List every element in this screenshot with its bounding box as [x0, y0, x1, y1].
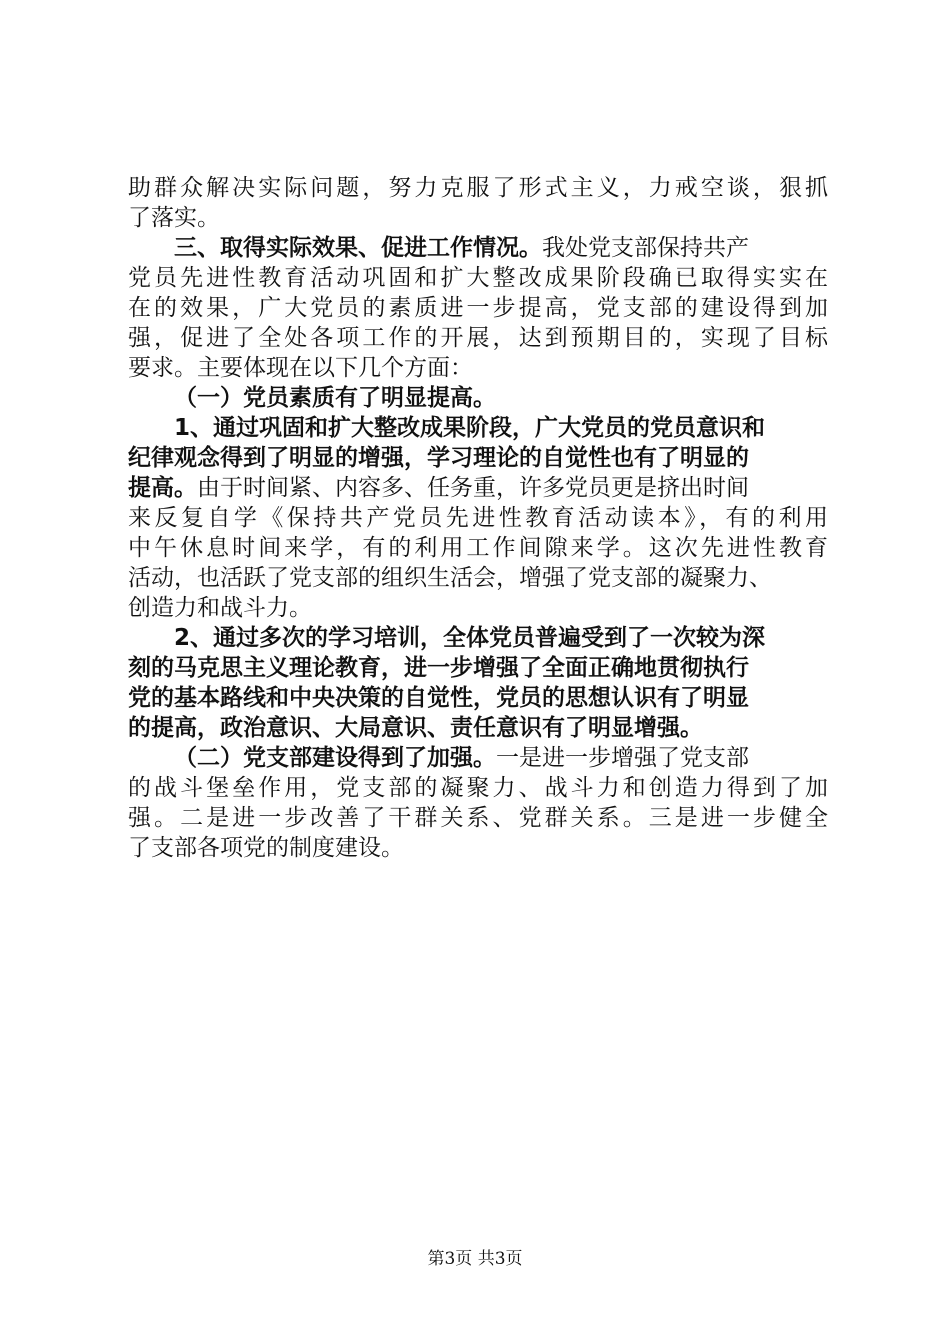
text-span: 一是进一步增强了党支部 [496, 745, 749, 771]
page-footer: 第3页 共3页 [427, 1249, 523, 1269]
section-heading: 三、取得实际效果、促进工作情况。 [174, 235, 542, 261]
text-line: 强，促进了全处各项工作的开展，达到预期目的，实现了目标 [128, 325, 828, 351]
text-line: 了落实。 [128, 205, 220, 231]
document-body [128, 173, 828, 863]
text-line: 的提高，政治意识、大局意识、责任意识有了明显增强。 [128, 715, 703, 741]
text-line: 来反复自学《保持共产党员先进性教育活动读本》，有的利用 [128, 505, 828, 531]
text-line: 强。二是进一步改善了干群关系、党群关系。三是进一步健全 [128, 805, 828, 831]
text-span: 由于时间紧、内容多、任务重，许多党员更是挤出时间 [197, 475, 749, 501]
text-line: 了支部各项党的制度建设。 [128, 835, 404, 861]
text-line: 纪律观念得到了明显的增强，学习理论的自觉性也有了明显的 [128, 445, 749, 471]
text-line: 助群众解决实际问题，努力克服了形式主义，力戒空谈，狠抓 [128, 175, 828, 201]
subsection-heading: （一）党员素质有了明显提高。 [174, 385, 496, 411]
text-line: 党员先进性教育活动巩固和扩大整改成果阶段确已取得实实在 [128, 265, 828, 291]
text-line: 刻的马克思主义理论教育，进一步增强了全面正确地贯彻执行 [128, 655, 749, 681]
text-span: 提高。 [128, 475, 197, 501]
text-line: 活动，也活跃了党支部的组织生活会，增强了党支部的凝聚力、 [128, 565, 772, 591]
text-line: 党的基本路线和中央决策的自觉性，党员的思想认识有了明显 [128, 685, 749, 711]
section-heading-line [128, 233, 828, 263]
mixed-line [128, 473, 828, 503]
text-line: 在的效果，广大党员的素质进一步提高，党支部的建设得到加 [128, 295, 828, 321]
text-line: 的战斗堡垒作用，党支部的凝聚力、战斗力和创造力得到了加 [128, 775, 828, 801]
subsection-heading: （二）党支部建设得到了加强。 [174, 745, 496, 771]
subsection-heading-line [128, 743, 828, 773]
text-span: 我处党支部保持共产 [542, 235, 749, 261]
text-line: 2、通过多次的学习培训，全体党员普遍受到了一次较为深 [174, 625, 766, 651]
text-line: 要求。主要体现在以下几个方面： [128, 355, 473, 381]
text-line: 中午休息时间来学，有的利用工作间隙来学。这次先进性教育 [128, 535, 828, 561]
text-line: 1、通过巩固和扩大整改成果阶段，广大党员的党员意识和 [174, 415, 766, 441]
text-line: 创造力和战斗力。 [128, 595, 312, 621]
